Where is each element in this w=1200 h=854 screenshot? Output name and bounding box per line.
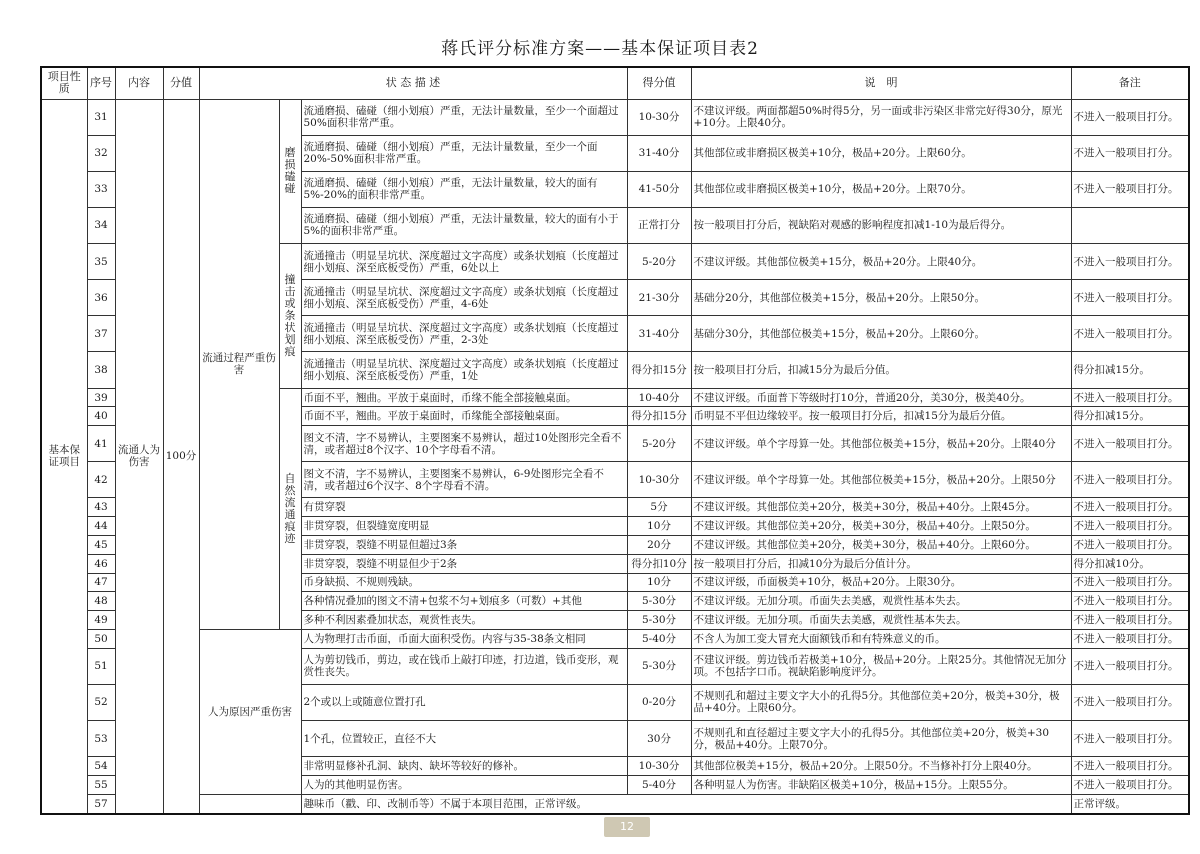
row-got: 10-40分: [627, 388, 691, 407]
row-desc: 流通撞击（明显呈坑状、深度超过文字高度）或条状划痕（长度超过细小划痕、深至底板受伤）严重，1处: [301, 352, 627, 388]
header-got: 得分值: [627, 67, 691, 99]
category-circulation: 流通过程严重伤害: [199, 99, 279, 629]
row-expl: 不建议评级。其他部位美+20分，极美+30分，极品+40分。上限60分。: [691, 536, 1071, 555]
page-number: 12: [604, 817, 650, 837]
row-seq: 44: [87, 517, 115, 536]
row-remark: 不进入一般项目打分。: [1071, 171, 1189, 207]
row-remark: 不进入一般项目打分。: [1071, 611, 1189, 630]
row-remark: 不进入一般项目打分。: [1071, 592, 1189, 611]
row-expl: 其他部位极美+15分，极品+20分。上限50分。不当修补打分上限40分。: [691, 757, 1071, 776]
nature-cell: 基本保证项目: [41, 99, 87, 814]
row-seq: 52: [87, 684, 115, 720]
row-blank: [199, 794, 301, 814]
row-desc: 非贯穿裂，裂缝不明显但少于2条: [301, 554, 627, 573]
row-remark: 不进入一般项目打分。: [1071, 99, 1189, 135]
row-got: 得分扣15分: [627, 407, 691, 426]
row-got: 10-30分: [627, 99, 691, 135]
row-expl: 不建议评级。无加分项。币面失去美感，观赏性基本失去。: [691, 592, 1071, 611]
row-remark: 不进入一般项目打分。: [1071, 684, 1189, 720]
row-seq: 38: [87, 352, 115, 388]
row-expl: 不建议评级。两面都超50%时得5分，另一面或非污染区非常完好得30分，原光+10分。上限40分。: [691, 99, 1071, 135]
row-remark: 不进入一般项目打分。: [1071, 280, 1189, 316]
row-remark: 不进入一般项目打分。: [1071, 517, 1189, 536]
row-expl: 不建议评级。单个字母算一处。其他部位极美+15分，极品+20分。上限50分: [691, 462, 1071, 498]
row-expl: 不建议评级，币面极美+10分，极品+20分。上限30分。: [691, 573, 1071, 592]
row-expl: 不建议评级。币面普下等级时打10分，普通20分，美30分，极美40分。: [691, 388, 1071, 407]
row-seq: 40: [87, 407, 115, 426]
row-desc: 2个或以上或随意位置打孔: [301, 684, 627, 720]
row-remark: 得分扣减10分。: [1071, 554, 1189, 573]
row-expl: 不建议评级。剪边钱币若极美+10分，极品+20分。上限25分。其他情况无加分项。不包括字口币。视缺陷影响度评分。: [691, 648, 1071, 684]
header-seq: 序号: [87, 67, 115, 99]
row-seq: 53: [87, 721, 115, 757]
row-expl: 币明显不平但边缘较平。按一般项目打分后，扣减15分为最后分值。: [691, 407, 1071, 426]
row-expl: 不规则孔和超过主要文字大小的孔得5分。其他部位美+20分，极美+30分，极品+40分。上限60分。: [691, 684, 1071, 720]
row-desc: 非贯穿裂，但裂缝宽度明显: [301, 517, 627, 536]
row-remark: 不进入一般项目打分。: [1071, 648, 1189, 684]
row-got: 30分: [627, 721, 691, 757]
row-got: 0-20分: [627, 684, 691, 720]
row-seq: 33: [87, 171, 115, 207]
table-row: [41, 99, 1189, 135]
row-got: 31-40分: [627, 316, 691, 352]
row-seq: 34: [87, 207, 115, 243]
row-desc: 人为剪切钱币，剪边，或在钱币上敲打印迹，打边道，钱币变形，观赏性丧失。: [301, 648, 627, 684]
row-got: 5-30分: [627, 648, 691, 684]
row-expl: 各种明显人为伤害。非缺陷区极美+10分，极品+15分。上限55分。: [691, 775, 1071, 794]
row-got: 10-30分: [627, 462, 691, 498]
header-desc: 状 态 描 述: [199, 67, 627, 99]
row-expl: 不建议评级。其他部位美+20分，极美+30分，极品+40分。上限50分。: [691, 517, 1071, 536]
row-remark: 不进入一般项目打分。: [1071, 775, 1189, 794]
row-seq: 54: [87, 757, 115, 776]
row-got: 10分: [627, 573, 691, 592]
row-seq: 41: [87, 426, 115, 462]
row-desc: 人为物理打击币面，币面大面积受伤。内容与35-38条文相同: [301, 629, 627, 648]
row-remark: 不进入一般项目打分。: [1071, 757, 1189, 776]
row-expl: 不建议评级。单个字母算一处。其他部位极美+15分，极品+20分。上限40分: [691, 426, 1071, 462]
row-got: 10-30分: [627, 757, 691, 776]
row-got: 5-30分: [627, 592, 691, 611]
row-got: 5-20分: [627, 426, 691, 462]
row-expl: 其他部位或非磨损区极美+10分，极品+20分。上限60分。: [691, 135, 1071, 171]
row-seq: 48: [87, 592, 115, 611]
row-got: 5-40分: [627, 629, 691, 648]
score-cell: 100分: [163, 99, 199, 814]
row-remark: [1071, 207, 1189, 243]
header-remark: 备注: [1071, 67, 1189, 99]
table-row: [41, 629, 1189, 648]
row-expl: 不建议评级。其他部位美+20分，极美+30分，极品+40分。上限45分。: [691, 498, 1071, 517]
row-seq: 42: [87, 462, 115, 498]
row-remark: 不进入一般项目打分。: [1071, 135, 1189, 171]
category-human: 人为原因严重伤害: [199, 629, 301, 794]
row-desc: 流通磨损、磕碰（细小划痕）严重，无法计量数量，较大的面有5%-20%的面积非常严重。: [301, 171, 627, 207]
row-desc: 非贯穿裂，裂缝不明显但超过3条: [301, 536, 627, 555]
row-seq: 57: [87, 794, 115, 814]
table-header-row: [41, 67, 1189, 99]
row-seq: 37: [87, 316, 115, 352]
row-got: 5-40分: [627, 775, 691, 794]
row-desc: 有贯穿裂: [301, 498, 627, 517]
header-nature: 项目性质: [41, 67, 87, 99]
row-desc: 流通撞击（明显呈坑状、深度超过文字高度）或条状划痕（长度超过细小划痕、深至底板受伤）严重，6处以上: [301, 244, 627, 280]
row-seq: 49: [87, 611, 115, 630]
row-seq: 47: [87, 573, 115, 592]
subcategory-wear: 磨损磕碰: [279, 99, 301, 244]
row-remark: 不进入一般项目打分。: [1071, 426, 1189, 462]
row-desc: 币面不平，翘曲。平放于桌面时，币缘不能全部接触桌面。: [301, 388, 627, 407]
row-desc: 非常明显修补孔洞、缺肉、缺坏等较好的修补。: [301, 757, 627, 776]
row-got: 31-40分: [627, 135, 691, 171]
row-got: 20分: [627, 536, 691, 555]
row-desc: 币面不平，翘曲。平放于桌面时，币缘能全部接触桌面。: [301, 407, 627, 426]
row-expl: 不规则孔和直径超过主要文字大小的孔得5分。其他部位美+20分，极美+30分，极品+40分。上限70分。: [691, 721, 1071, 757]
row-desc: 流通磨损、磕碰（细小划痕）严重，无法计量数量，至少一个面20%-50%面积非常严重。: [301, 135, 627, 171]
row-seq: 32: [87, 135, 115, 171]
row-expl: 按一般项目打分后，扣减10分为最后分值计分。: [691, 554, 1071, 573]
row-desc: 各种情况叠加的图文不清+包浆不匀+划痕多（可数）+其他: [301, 592, 627, 611]
row-desc: 流通磨损、磕碰（细小划痕）严重，无法计量数量，较大的面有小于5%的面积非常严重。: [301, 207, 627, 243]
row-remark: 得分扣减15分。: [1071, 352, 1189, 388]
row-desc: 人为的其他明显伤害。: [301, 775, 627, 794]
row-seq: 31: [87, 99, 115, 135]
table-row: [41, 794, 1189, 814]
row-seq: 45: [87, 536, 115, 555]
row-remark: 不进入一般项目打分。: [1071, 316, 1189, 352]
scoring-table: [40, 66, 1190, 815]
row-expl: 按一般项目打分后，视缺陷对观感的影响程度扣减1-10为最后得分。: [691, 207, 1071, 243]
row-seq: 43: [87, 498, 115, 517]
row-remark: 不进入一般项目打分。: [1071, 629, 1189, 648]
row-got: 得分扣10分: [627, 554, 691, 573]
row-remark: 不进入一般项目打分。: [1071, 498, 1189, 517]
row-got: 21-30分: [627, 280, 691, 316]
row-seq: 36: [87, 280, 115, 316]
row-desc: 多种不利因素叠加状态，观赏性丧失。: [301, 611, 627, 630]
row-desc: 流通磨损、磕碰（细小划痕）严重，无法计量数量，至少一个面超过50%面积非常严重。: [301, 99, 627, 135]
row-remark: 不进入一般项目打分。: [1071, 721, 1189, 757]
row-seq: 51: [87, 648, 115, 684]
row-seq: 46: [87, 554, 115, 573]
row-expl: 基础分20分，其他部位极美+15分，极品+20分。上限50分。: [691, 280, 1071, 316]
row-got: 5-30分: [627, 611, 691, 630]
row-desc: 流通撞击（明显呈坑状、深度超过文字高度）或条状划痕（长度超过细小划痕、深至底板受伤）严重，2-3处: [301, 316, 627, 352]
row-desc: 图文不清，字不易辨认，主要图案不易辨认，超过10处图形完全看不清，或者超过8个汉字、10个字母看不清。: [301, 426, 627, 462]
row-expl: 基础分30分，其他部位极美+15分，极品+20分。上限60分。: [691, 316, 1071, 352]
row-remark: 不进入一般项目打分。: [1071, 573, 1189, 592]
row-desc: 流通撞击（明显呈坑状、深度超过文字高度）或条状划痕（长度超过细小划痕、深至底板受伤）严重，4-6处: [301, 280, 627, 316]
row-expl: 不建议评级。其他部位极美+15分，极品+20分。上限40分。: [691, 244, 1071, 280]
row-seq: 55: [87, 775, 115, 794]
row-remark: 得分扣减15分。: [1071, 407, 1189, 426]
row-got: 10分: [627, 517, 691, 536]
row-remark: 不进入一般项目打分。: [1071, 244, 1189, 280]
row-expl: 不含人为加工变大冒充大面额钱币和有特殊意义的币。: [691, 629, 1071, 648]
row-got: 得分扣15分: [627, 352, 691, 388]
subcategory-impact: 撞击或条状划痕: [279, 244, 301, 389]
row-expl: 不建议评级。无加分项。币面失去美感，观赏性基本失去。: [691, 611, 1071, 630]
row-desc: 1个孔，位置较正，直径不大: [301, 721, 627, 757]
row-desc: 图文不清，字不易辨认，主要图案不易辨认，6-9处图形完全看不清，或者超过6个汉字、8个字母看不清。: [301, 462, 627, 498]
row-remark: 不进入一般项目打分。: [1071, 388, 1189, 407]
subcategory-natural: 自然流通痕迹: [279, 388, 301, 629]
row-expl: 其他部位或非磨损区极美+10分，极品+20分。上限70分。: [691, 171, 1071, 207]
row-got: 5分: [627, 498, 691, 517]
header-score: 分值: [163, 67, 199, 99]
row-desc: 币身缺损、不规则残缺。: [301, 573, 627, 592]
row-got: 正常打分: [627, 207, 691, 243]
content-cell: 流通人为伤害: [115, 99, 163, 814]
row-desc: 趣味币（戳、印、改制币等）不属于本项目范围，正常评级。: [301, 794, 1071, 814]
row-expl: 按一般项目打分后，扣减15分为最后分值。: [691, 352, 1071, 388]
row-seq: 39: [87, 388, 115, 407]
header-content: 内容: [115, 67, 163, 99]
row-remark: 不进入一般项目打分。: [1071, 462, 1189, 498]
row-got: 5-20分: [627, 244, 691, 280]
row-got: 41-50分: [627, 171, 691, 207]
row-seq: 35: [87, 244, 115, 280]
header-expl: 说 明: [691, 67, 1071, 99]
row-remark: 正常评级。: [1071, 794, 1189, 814]
page-title: 蒋氏评分标准方案——基本保证项目表2: [441, 39, 759, 59]
row-seq: 50: [87, 629, 115, 648]
row-remark: 不进入一般项目打分。: [1071, 536, 1189, 555]
